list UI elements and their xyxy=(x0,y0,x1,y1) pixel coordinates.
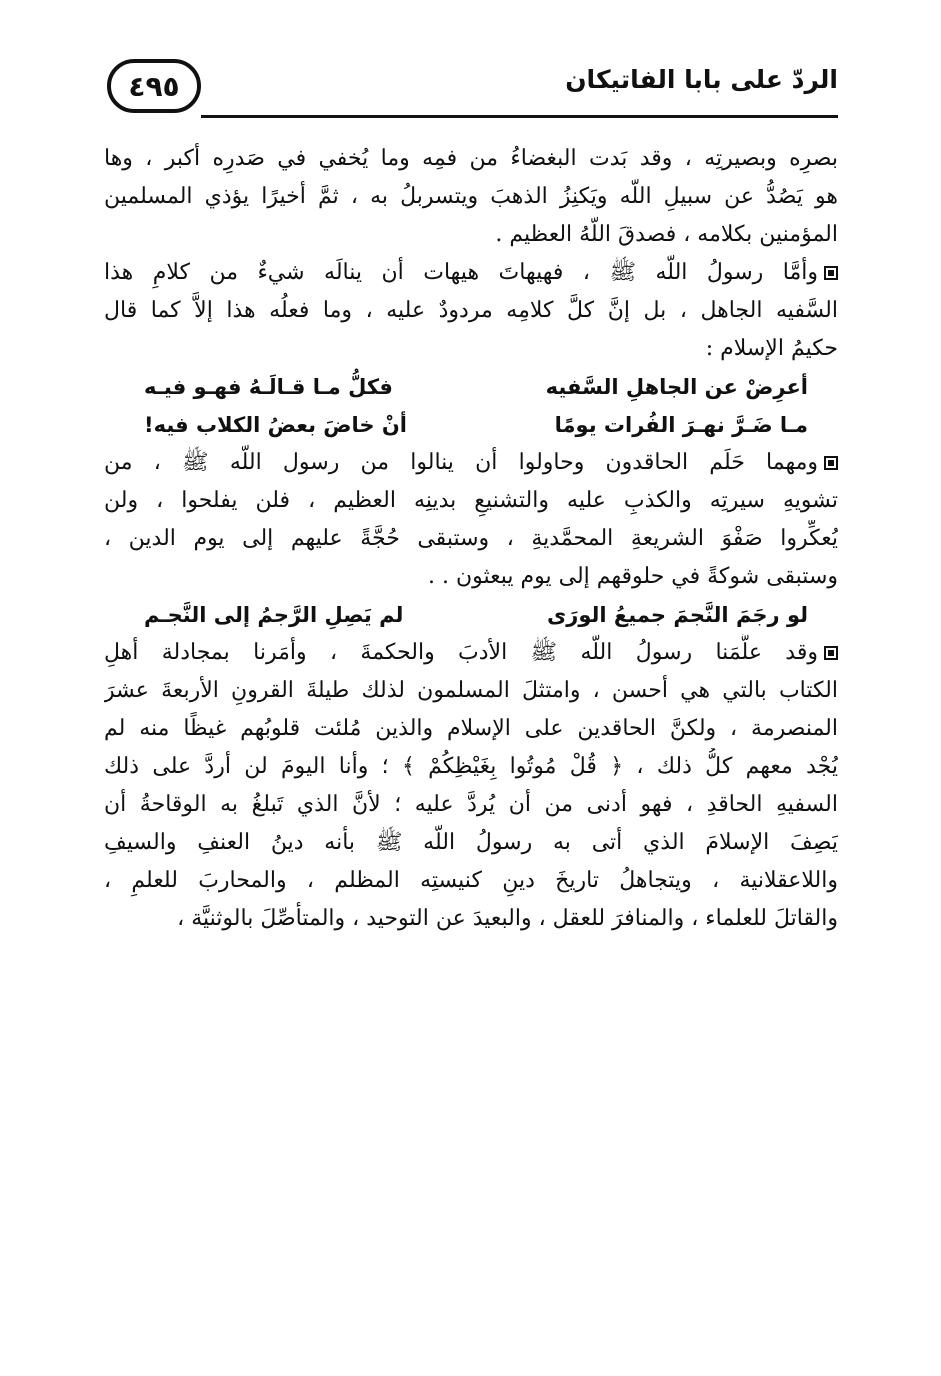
text-line: هو يَصُدُّ عن سبيلِ اللّه ويَكنِزُ الذهبَ ويتسربلُ به ، ثمَّ أخيرًا يؤذي المسلمين xyxy=(104,184,838,209)
text-line: بصرِه وبصيرتِه ، وقد بَدت البغضاءُ من فمِه وما يُخفي في صَدرِه أكبر ، وها xyxy=(104,146,838,171)
text-line: الكتاب بالتي هي أحسن ، وامتثلَ المسلمون لذلك طيلةَ القرونِ الأربعةَ عشرَ xyxy=(104,678,838,703)
paragraph-3 xyxy=(104,444,838,596)
text-line xyxy=(104,254,838,292)
text-line: السفيهِ الحاقدِ ، فهو أدنى من أن يُردَّ عليه ؛ لأنَّ الذي تَبلغُ به الوقاحةُ أن xyxy=(104,792,838,817)
text-line-content: ومهما حَلَم الحاقدون وحاولوا أن ينالوا من رسول اللّه ﷺ ، من xyxy=(104,450,818,475)
text-line: والقاتلَ للعلماء ، والمنافرَ للعقل ، والبعيدَ عن التوحيد ، والمتأصِّلَ بالوثنيَّة ، xyxy=(177,906,838,931)
text-line xyxy=(104,634,838,672)
text-line: المنصرمة ، ولكنَّ الحاقدين على الإسلام والذين مُلئت قلوبُهم غيظًا منه لم xyxy=(104,716,838,741)
verse-first-hemistich: مـا ضَـرَّ نهـرَ الفُرات يومًا xyxy=(554,413,808,437)
text-line-content: وقد علَّمَنا رسولُ اللّه ﷺ الأدبَ والحكمةَ ، وأمَرنا بمجادلة أهلِ xyxy=(104,640,818,665)
book-title: الردّ على بابا الفاتيكان xyxy=(565,65,838,94)
text-line: المؤمنين بكلامه ، فصدقَ اللّهُ العظيم . xyxy=(495,222,838,247)
text-line: السَّفيه الجاهل ، بل إنَّ كلَّ كلامِه مردودٌ عليه ، وما فعلُه هذا إلاَّ كما قال xyxy=(104,298,838,323)
bullet-box-icon xyxy=(824,646,838,660)
text-line: تشويهِ سيرتِه والكذبِ عليه والتشنيعِ بدينِه العظيم ، فلن يفلحوا ، ولن xyxy=(104,488,838,513)
bullet-box-icon xyxy=(824,266,838,280)
page-header xyxy=(105,55,838,127)
text-line: وستبقى شوكةً في حلوقهم إلى يوم يبعثون . . xyxy=(428,564,838,589)
text-line-content: وأمَّا رسولُ اللّه ﷺ ، فهيهاتَ هيهات أن ينالَه شيءٌ من كلامِ هذا xyxy=(104,260,818,285)
text-line: حكيمُ الإسلام : xyxy=(705,336,838,361)
verse-first-hemistich: لو رجَمَ النَّجمَ جميعُ الورَى xyxy=(547,603,808,627)
text-line xyxy=(104,444,838,482)
verse-1 xyxy=(104,368,838,406)
paragraph-4 xyxy=(104,634,838,938)
page-body xyxy=(104,140,838,938)
paragraph-1 xyxy=(104,140,838,254)
header-rule xyxy=(201,115,838,118)
text-line: يَصِفَ الإسلامَ الذي أتى به رسولُ اللّه ﷺ بأنه دينُ العنفِ والسيفِ xyxy=(104,830,838,855)
verse-3 xyxy=(104,596,838,634)
verse-2 xyxy=(104,406,838,444)
verse-second-hemistich: فكلُّ مـا قـالَـهُ فهـو فيـه xyxy=(144,375,393,399)
text-line: يُجْد معهم كلُّ ذلك ، ﴿ قُلْ مُوتُوا بِغَيْظِكُمْ ﴾ ؛ وأنا اليومَ لن أردَّ على ذلك xyxy=(104,754,838,779)
paragraph-2 xyxy=(104,254,838,368)
page-number: ٤٩٥ xyxy=(107,59,201,113)
bullet-box-icon xyxy=(824,456,838,470)
verse-first-hemistich: أعرِضْ عن الجاهلِ السَّفيه xyxy=(545,375,808,399)
verse-second-hemistich: أنْ خاضَ بعضُ الكلاب فيه! xyxy=(144,413,408,437)
text-line: يُعكِّروا صَفْوَ الشريعةِ المحمَّديةِ ، وستبقى حُجَّةً عليهم إلى يوم الدين ، xyxy=(104,526,838,551)
text-line: واللاعقلانية ، ويتجاهلُ تاريخَ دينِ كنيستِه المظلم ، والمحاربَ للعلمِ ، xyxy=(104,868,838,893)
verse-second-hemistich: لم يَصِلِ الرَّجمُ إلى النَّجـم xyxy=(144,603,404,627)
